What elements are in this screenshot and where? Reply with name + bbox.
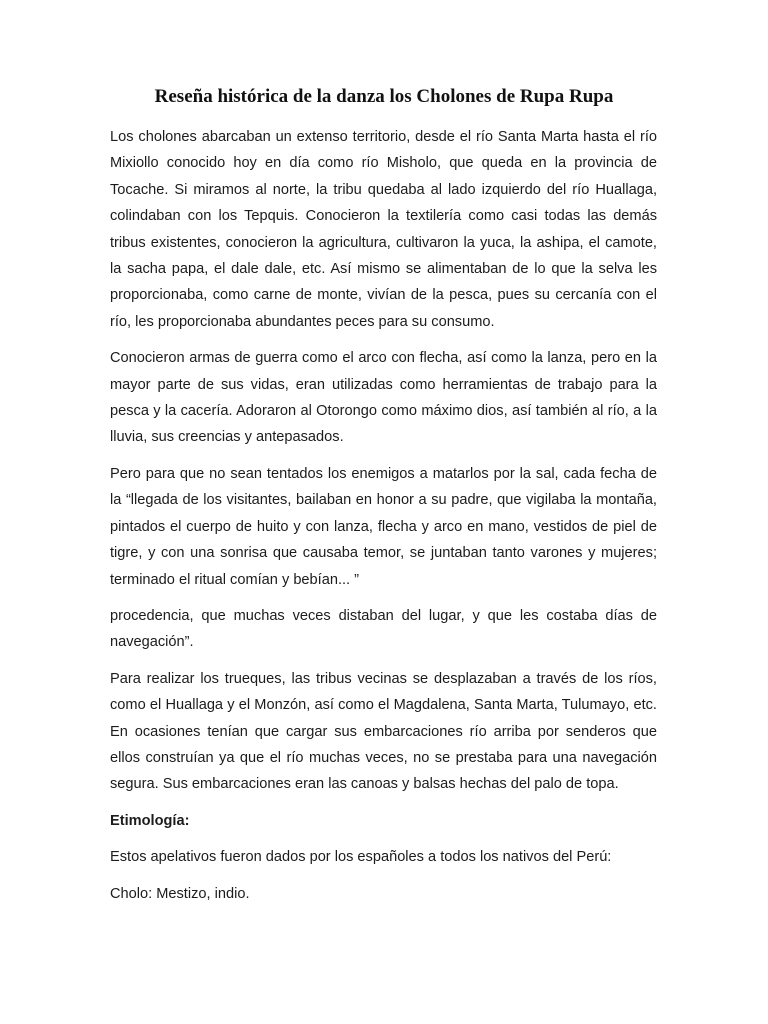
paragraph-trueques: Para realizar los trueques, las tribus vecinas se desplazaban a través de los ríos, como el Huallaga y el Monzón, así como el Magdalena, Santa Marta, Tulumayo, etc. En ocasiones tenían que cargar sus embarcaciones río arriba por senderos que ellos construían ya que el río muchas veces, no se prestaba para una navegación segura. Sus embarcaciones eran las canoas y balsas hechas del palo de topa. <box>110 670 657 793</box>
paragraph-cholo: Cholo: Mestizo, indio. <box>110 885 250 902</box>
document-title: Reseña histórica de la danza los Cholones de Rupa Rupa <box>154 86 614 107</box>
paragraph-ritual: Pero para que no sean tentados los enemigos a matarlos por la sal, cada fecha de la “llegada de los visitantes, bailaban en honor a su padre, que vigilaba la montaña, pintados el cuerpo de huito y con lanza, flecha y arco en mano, vestidos de piel de tigre, y con una sonrisa que causaba temor, se juntaban tanto varones y mujeres; terminado el ritual comían y bebían... ” <box>110 465 657 588</box>
paragraph-armas: Conocieron armas de guerra como el arco con flecha, así como la lanza, pero en la mayor parte de sus vidas, eran utilizadas como herramientas de trabajo para la pesca y la cacería. Adoraron al Otorongo como máximo dios, así también al río, a la lluvia, sus creencias y antepasados. <box>110 350 657 446</box>
document-body <box>110 124 657 917</box>
section-heading-etimologia: Etimología: <box>110 812 190 829</box>
paragraph-procedencia: procedencia, que muchas veces distaban del lugar, y que les costaba días de navegación”. <box>110 607 657 651</box>
paragraph-territorio: Los cholones abarcaban un extenso territorio, desde el río Santa Marta hasta el río Mixiollo conocido hoy en día como río Misholo, que queda en la provincia de Tocache. Si miramos al norte, la tribu quedaba al lado izquierdo del río Huallaga, colindaban con los Tepquis. Conocieron la textilería como casi todas las demás tribus existentes, conocieron la agricultura, cultivaron la yuca, la ashipa, el camote, la sacha papa, el dale dale, etc. Así mismo se alimentaban de lo que la selva les proporcionaba, como carne de monte, vivían de la pesca, pues su cercanía con el río, les proporcionaba abundantes peces para su consumo. <box>110 129 657 330</box>
paragraph-apelativos: Estos apelativos fueron dados por los españoles a todos los nativos del Perú: <box>110 849 612 866</box>
